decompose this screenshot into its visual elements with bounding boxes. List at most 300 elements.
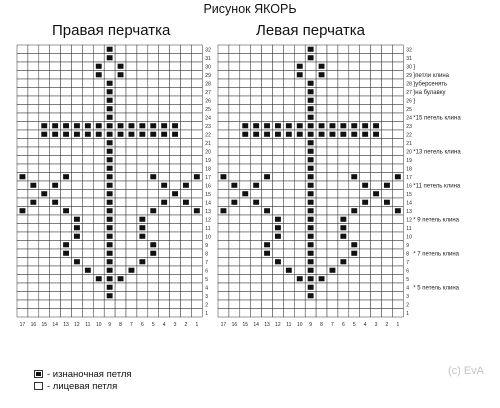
grid-cell [240, 45, 251, 54]
grid-cell [218, 122, 229, 131]
grid-cell [93, 79, 104, 88]
grid-cell [229, 266, 240, 275]
grid-cell [262, 139, 273, 148]
grid-cell [28, 190, 39, 199]
grid-cell [251, 54, 262, 63]
grid-cell [17, 309, 28, 318]
grid-cell [349, 88, 360, 97]
purl-stitch-mark [275, 123, 281, 128]
grid-cell [126, 181, 137, 190]
grid-cell [283, 275, 294, 284]
grid-cell [240, 88, 251, 97]
grid-cell [371, 198, 382, 207]
grid-cell [191, 309, 202, 318]
grid-cell [382, 156, 393, 165]
grid-cell [283, 232, 294, 241]
row-number: 10 [205, 234, 211, 241]
row-number: 8 [406, 251, 410, 258]
row-note: }уберсенять [413, 81, 448, 88]
row-note: * 9 петель клина [413, 217, 460, 224]
row-number: 25 [205, 107, 211, 114]
grid-cell [50, 266, 61, 275]
grid-cell [283, 96, 294, 105]
grid-cell [371, 113, 382, 122]
grid-cell [316, 105, 327, 114]
purl-stitch-mark [74, 132, 80, 137]
purl-stitch-mark [139, 217, 145, 222]
grid-cell [82, 292, 93, 301]
grid-cell [191, 139, 202, 148]
grid-cell [382, 258, 393, 267]
grid-cell [82, 54, 93, 63]
purl-stitch-mark [129, 268, 135, 273]
grid-cell [72, 164, 83, 173]
grid-cell [229, 164, 240, 173]
purl-stitch-mark [340, 259, 346, 264]
grid-cell [262, 164, 273, 173]
purl-stitch-mark [52, 123, 58, 128]
grid-cell [349, 96, 360, 105]
grid-cell [170, 292, 181, 301]
purl-stitch-mark [264, 132, 270, 137]
purl-stitch-mark [308, 234, 314, 239]
grid-cell [338, 147, 349, 156]
row-number: 13 [406, 209, 412, 216]
grid-cell [148, 215, 159, 224]
purl-stitch-mark [107, 81, 113, 86]
grid-cell [262, 147, 273, 156]
grid-cell [273, 147, 284, 156]
purl-stitch-mark [107, 251, 113, 256]
row-number: 17 [205, 175, 211, 182]
grid-cell [229, 215, 240, 224]
grid-cell [382, 122, 393, 131]
purl-stitch-mark [183, 183, 189, 188]
grid-cell [338, 105, 349, 114]
column-number: 17 [19, 322, 26, 328]
grid-cell [82, 198, 93, 207]
row-number: 24 [205, 115, 211, 122]
grid-cell [283, 156, 294, 165]
grid-cell [50, 79, 61, 88]
grid-cell [240, 215, 251, 224]
grid-cell [148, 198, 159, 207]
grid-cell [82, 45, 93, 54]
row-number: 30 [205, 64, 211, 71]
grid-cell [93, 224, 104, 233]
grid-cell [262, 96, 273, 105]
grid-cell [115, 54, 126, 63]
grid-cell [316, 207, 327, 216]
grid-cell [262, 181, 273, 190]
purl-stitch-mark [231, 200, 237, 205]
purl-stitch-mark [63, 174, 69, 179]
purl-stitch-mark [194, 208, 200, 213]
grid-cell [137, 88, 148, 97]
grid-cell [262, 54, 273, 63]
grid-cell [39, 62, 50, 71]
grid-cell [294, 45, 305, 54]
grid-cell [338, 96, 349, 105]
grid-cell [294, 198, 305, 207]
grid-cell [115, 88, 126, 97]
row-number: 31 [406, 56, 412, 63]
grid-cell [17, 283, 28, 292]
purl-stitch-mark [118, 123, 124, 128]
column-number: 2 [385, 322, 389, 328]
purl-stitch-mark [107, 47, 113, 52]
grid-cell [262, 266, 273, 275]
grid-cell [240, 275, 251, 284]
grid-cell [115, 258, 126, 267]
grid-cell [170, 88, 181, 97]
row-number: 21 [406, 141, 412, 148]
grid-cell [262, 198, 273, 207]
grid-cell [170, 62, 181, 71]
grid-cell [218, 309, 229, 318]
grid-cell [170, 147, 181, 156]
grid-cell [61, 232, 72, 241]
grid-cell [283, 147, 294, 156]
grid-cell [170, 224, 181, 233]
grid-cell [251, 71, 262, 80]
grid-cell [93, 198, 104, 207]
grid-cell [50, 224, 61, 233]
grid-cell [50, 156, 61, 165]
grid-cell [93, 309, 104, 318]
purl-stitch-mark [319, 123, 325, 128]
grid-cell [349, 54, 360, 63]
grid-cell [382, 164, 393, 173]
grid-cell [240, 283, 251, 292]
grid-cell [137, 164, 148, 173]
grid-cell [126, 105, 137, 114]
grid-cell [170, 79, 181, 88]
purl-stitch-mark [118, 64, 124, 69]
grid-cell [148, 113, 159, 122]
grid-cell [170, 96, 181, 105]
grid-cell [371, 54, 382, 63]
grid-cell [327, 88, 338, 97]
grid-cell [218, 96, 229, 105]
grid-cell [191, 79, 202, 88]
purl-stitch-mark [275, 259, 281, 264]
purl-stitch-mark [118, 276, 124, 281]
grid-cell [349, 258, 360, 267]
purl-stitch-mark [63, 251, 69, 256]
grid-cell [28, 96, 39, 105]
grid-cell [148, 309, 159, 318]
grid-cell [39, 71, 50, 80]
grid-cell [392, 181, 403, 190]
grid-cell [316, 190, 327, 199]
grid-cell [349, 62, 360, 71]
purl-stitch-mark [351, 208, 357, 213]
grid-cell [191, 88, 202, 97]
legend-purl-label: - изнаночная петля [47, 369, 132, 380]
grid-cell [17, 181, 28, 190]
grid-cell [349, 266, 360, 275]
grid-cell [72, 309, 83, 318]
grid-cell [349, 79, 360, 88]
grid-cell [371, 173, 382, 182]
grid-cell [72, 190, 83, 199]
grid-cell [17, 45, 28, 54]
grid-cell [218, 164, 229, 173]
grid-cell [294, 54, 305, 63]
grid-cell [28, 275, 39, 284]
grid-cell [338, 207, 349, 216]
column-number: 6 [341, 322, 345, 328]
grid-cell [294, 147, 305, 156]
grid-cell [316, 258, 327, 267]
purl-stitch-mark [96, 72, 102, 77]
purl-stitch-mark [351, 123, 357, 128]
grid-cell [93, 96, 104, 105]
purl-stitch-mark [118, 72, 124, 77]
grid-cell [262, 156, 273, 165]
purl-stitch-mark [129, 123, 135, 128]
grid-cell [126, 88, 137, 97]
grid-cell [392, 300, 403, 309]
grid-cell [115, 198, 126, 207]
grid-cell [159, 266, 170, 275]
grid-cell [251, 224, 262, 233]
grid-cell [115, 249, 126, 258]
grid-cell [251, 207, 262, 216]
grid-cell [181, 241, 192, 250]
grid-cell [262, 224, 273, 233]
purl-stitch-mark [96, 123, 102, 128]
column-number: 1 [195, 322, 199, 328]
grid-cell [392, 71, 403, 80]
grid-cell [61, 198, 72, 207]
grid-cell [251, 241, 262, 250]
grid-cell [262, 105, 273, 114]
grid-cell [50, 309, 61, 318]
grid-cell [93, 147, 104, 156]
grid-cell [251, 283, 262, 292]
grid-cell [392, 79, 403, 88]
grid-cell [61, 96, 72, 105]
watermark: (c) EvA [447, 365, 484, 377]
column-number: 1 [396, 322, 400, 328]
grid-cell [262, 79, 273, 88]
purl-stitch-mark [308, 47, 314, 52]
grid-cell [191, 283, 202, 292]
grid-cell [294, 79, 305, 88]
purl-stitch-mark [275, 225, 281, 230]
grid-cell [28, 122, 39, 131]
grid-cell [17, 215, 28, 224]
grid-cell [382, 266, 393, 275]
knit-symbol-icon [34, 382, 43, 390]
grid-cell [305, 309, 316, 318]
grid-cell [262, 309, 273, 318]
grid-cell [17, 300, 28, 309]
grid-cell [273, 207, 284, 216]
grid-cell [392, 54, 403, 63]
grid-cell [338, 156, 349, 165]
purl-stitch-mark [340, 132, 346, 137]
grid-cell [61, 215, 72, 224]
grid-cell [191, 224, 202, 233]
grid-cell [392, 292, 403, 301]
purl-stitch-mark [161, 132, 167, 137]
grid-cell [93, 113, 104, 122]
grid-cell [360, 292, 371, 301]
grid-cell [360, 79, 371, 88]
grid-cell [360, 105, 371, 114]
grid-cell [148, 147, 159, 156]
grid-cell [181, 224, 192, 233]
grid-cell [338, 139, 349, 148]
grid-cell [392, 105, 403, 114]
grid-cell [316, 215, 327, 224]
grid-cell [115, 79, 126, 88]
grid-cell [371, 292, 382, 301]
grid-cell [349, 147, 360, 156]
grid-cell [218, 241, 229, 250]
grid-cell [229, 207, 240, 216]
grid-cell [170, 173, 181, 182]
purl-stitch-mark [297, 132, 303, 137]
grid-cell [349, 275, 360, 284]
grid-cell [82, 224, 93, 233]
grid-cell [17, 71, 28, 80]
purl-stitch-mark [340, 123, 346, 128]
grid-cell [159, 79, 170, 88]
grid-cell [137, 266, 148, 275]
grid-cell [251, 300, 262, 309]
grid-cell [28, 139, 39, 148]
purl-stitch-mark [107, 259, 113, 264]
grid-cell [327, 54, 338, 63]
grid-cell [82, 105, 93, 114]
grid-cell [294, 164, 305, 173]
purl-stitch-mark [308, 217, 314, 222]
grid-cell [360, 173, 371, 182]
grid-cell [115, 139, 126, 148]
grid-cell [137, 139, 148, 148]
grid-cell [93, 45, 104, 54]
grid-cell [360, 215, 371, 224]
grid-cell [251, 139, 262, 148]
grid-cell [294, 215, 305, 224]
grid-cell [338, 249, 349, 258]
grid-cell [72, 147, 83, 156]
purl-stitch-mark [107, 268, 113, 273]
grid-cell [229, 232, 240, 241]
grid-cell [159, 173, 170, 182]
grid-cell [371, 224, 382, 233]
grid-cell [382, 190, 393, 199]
grid-cell [39, 96, 50, 105]
left-glove-title: Левая перчатка [256, 22, 366, 39]
grid-cell [170, 249, 181, 258]
grid-cell [327, 173, 338, 182]
grid-cell [72, 249, 83, 258]
grid-cell [159, 190, 170, 199]
grid-cell [229, 71, 240, 80]
grid-cell [17, 241, 28, 250]
grid-cell [382, 62, 393, 71]
grid-cell [28, 71, 39, 80]
grid-cell [327, 300, 338, 309]
purl-stitch-mark [96, 276, 102, 281]
grid-cell [294, 105, 305, 114]
grid-cell [273, 88, 284, 97]
column-number: 12 [74, 322, 80, 328]
grid-cell [191, 164, 202, 173]
grid-cell [327, 156, 338, 165]
grid-cell [181, 266, 192, 275]
grid-cell [338, 54, 349, 63]
purl-symbol-icon [34, 370, 43, 378]
grid-cell [61, 45, 72, 54]
grid-cell [360, 147, 371, 156]
grid-cell [72, 156, 83, 165]
purl-stitch-mark [340, 225, 346, 230]
grid-cell [159, 283, 170, 292]
grid-cell [115, 105, 126, 114]
grid-cell [93, 207, 104, 216]
grid-cell [283, 258, 294, 267]
grid-cell [240, 241, 251, 250]
row-number: 20 [406, 149, 412, 156]
row-number: 27 [205, 90, 211, 97]
grid-cell [191, 147, 202, 156]
column-number: 14 [52, 322, 58, 328]
grid-cell [170, 283, 181, 292]
grid-cell [283, 62, 294, 71]
grid-cell [251, 292, 262, 301]
grid-cell [28, 215, 39, 224]
grid-cell [115, 292, 126, 301]
grid-cell [28, 147, 39, 156]
grid-cell [82, 164, 93, 173]
grid-cell [181, 275, 192, 284]
row-number: 11 [205, 226, 211, 233]
purl-stitch-mark [150, 132, 156, 137]
row-number: 21 [205, 141, 211, 148]
grid-cell [229, 79, 240, 88]
grid-cell [115, 45, 126, 54]
grid-cell [382, 283, 393, 292]
grid-cell [126, 275, 137, 284]
grid-cell [229, 156, 240, 165]
grid-cell [327, 292, 338, 301]
grid-cell [240, 232, 251, 241]
grid-cell [159, 45, 170, 54]
grid-cell [93, 249, 104, 258]
grid-cell [126, 258, 137, 267]
grid-cell [229, 96, 240, 105]
purl-stitch-mark [264, 123, 270, 128]
grid-cell [72, 54, 83, 63]
grid-cell [17, 249, 28, 258]
grid-cell [82, 275, 93, 284]
row-note: *11 петель клина [413, 183, 461, 190]
purl-stitch-mark [107, 242, 113, 247]
row-number: 24 [406, 115, 412, 122]
grid-cell [61, 283, 72, 292]
grid-cell [360, 224, 371, 233]
purl-stitch-mark [107, 132, 113, 137]
grid-cell [126, 113, 137, 122]
grid-cell [218, 79, 229, 88]
grid-cell [229, 258, 240, 267]
